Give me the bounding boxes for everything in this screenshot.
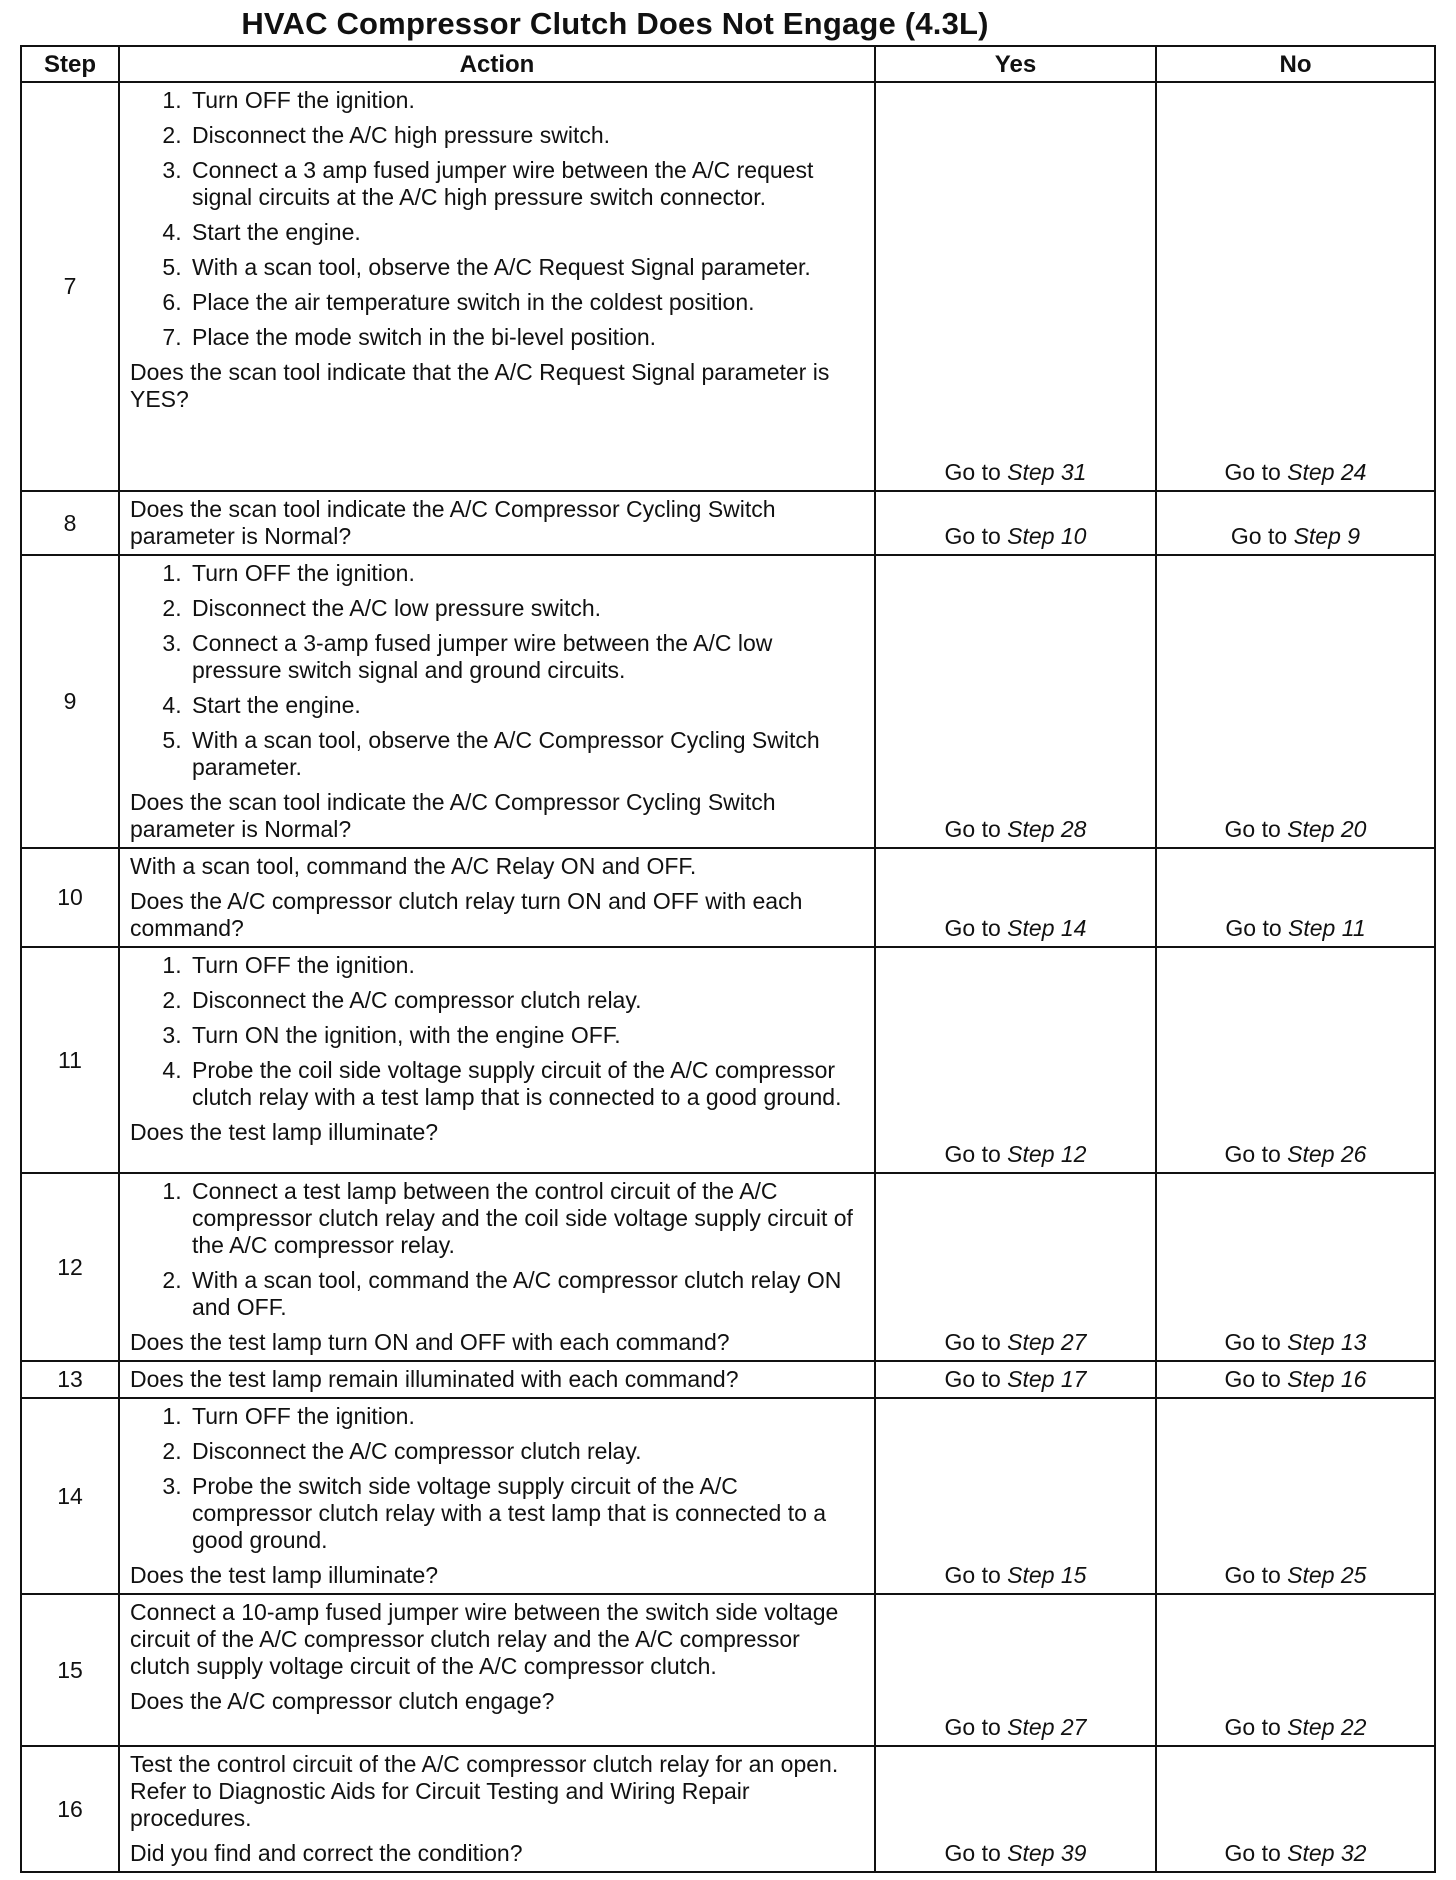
go-to-prefix: Go to (944, 1562, 1001, 1588)
go-to-no (1225, 1366, 1367, 1392)
step-reference: Step 17 (1007, 1366, 1087, 1392)
step-number: 9 (21, 555, 119, 848)
action-step-item: 6. Place the air temperature switch in the coldest position. (188, 289, 864, 316)
go-to-yes (945, 523, 1087, 549)
step-reference: Step 24 (1287, 459, 1367, 485)
action-step-item: 5. With a scan tool, observe the A/C Request Signal parameter. (188, 254, 864, 281)
go-to-prefix: Go to (944, 1840, 1001, 1866)
action-step-item: 4. Probe the coil side voltage supply circuit of the A/C compressor clutch relay with a test lamp that is connected to a good ground. (188, 1057, 864, 1111)
go-to-prefix: Go to (1224, 1329, 1281, 1355)
go-to-no (1225, 1840, 1367, 1866)
step-number: 12 (21, 1173, 119, 1361)
go-to-prefix: Go to (944, 459, 1001, 485)
action-cell (119, 555, 875, 848)
go-to-prefix: Go to (944, 816, 1001, 842)
go-to-prefix: Go to (944, 1141, 1001, 1167)
yes-result-cell (875, 1746, 1156, 1872)
action-step-item: 7. Place the mode switch in the bi-level position. (188, 324, 864, 351)
action-question: Does the test lamp illuminate? (130, 1562, 439, 1588)
action-step-item: 3. Turn ON the ignition, with the engine OFF. (188, 1022, 864, 1049)
go-to-yes (945, 1714, 1087, 1740)
no-result-cell (1156, 555, 1435, 848)
yes-result-cell (875, 555, 1156, 848)
step-number: 10 (21, 848, 119, 947)
go-to-prefix: Go to (1225, 915, 1282, 941)
go-to-yes (945, 1366, 1087, 1392)
table-body (21, 82, 1435, 1872)
go-to-prefix: Go to (944, 1714, 1001, 1740)
table-row (21, 1746, 1435, 1872)
no-result-cell (1156, 947, 1435, 1173)
step-reference: Step 16 (1287, 1366, 1367, 1392)
table-header-row (21, 46, 1435, 82)
action-step-list (130, 1403, 864, 1554)
go-to-yes (945, 459, 1087, 485)
step-reference: Step 14 (1007, 915, 1087, 941)
step-reference: Step 12 (1007, 1141, 1087, 1167)
action-step-list (130, 560, 864, 781)
go-to-no (1225, 1329, 1367, 1355)
step-reference: Step 15 (1007, 1562, 1087, 1588)
go-to-prefix: Go to (944, 1329, 1001, 1355)
go-to-prefix: Go to (1224, 1562, 1281, 1588)
go-to-yes (945, 1329, 1087, 1355)
step-number: 11 (21, 947, 119, 1173)
action-step-item: 1. Turn OFF the ignition. (188, 560, 864, 587)
action-question: Does the test lamp illuminate? (130, 1119, 439, 1145)
action-instruction: Test the control circuit of the A/C compressor clutch relay for an open. Refer to Diagnostic Aids for Circuit Testing and Wiring Repair procedures. (130, 1751, 839, 1831)
action-step-item: 1. Turn OFF the ignition. (188, 1403, 864, 1430)
action-question: Does the A/C compressor clutch engage? (130, 1688, 555, 1714)
action-instruction: Connect a 10-amp fused jumper wire between the switch side voltage circuit of the A/C compressor clutch relay and the A/C compressor clutch supply voltage circuit of the A/C compressor clutch. (130, 1599, 839, 1679)
go-to-no (1231, 523, 1360, 549)
action-cell (119, 848, 875, 947)
table-row (21, 555, 1435, 848)
action-step-item: 4. Start the engine. (188, 692, 864, 719)
header-action: Action (119, 46, 875, 82)
go-to-prefix: Go to (1224, 1840, 1281, 1866)
go-to-yes (945, 816, 1087, 842)
action-step-item: 3. Probe the switch side voltage supply circuit of the A/C compressor clutch relay with a test lamp that is connected to a good ground. (188, 1473, 864, 1554)
go-to-yes (945, 1141, 1087, 1167)
action-cell (119, 82, 875, 491)
step-reference: Step 13 (1287, 1329, 1367, 1355)
step-reference: Step 27 (1007, 1329, 1087, 1355)
action-cell (119, 1398, 875, 1594)
diagnostic-table (20, 45, 1436, 1873)
action-question: Does the test lamp turn ON and OFF with each command? (130, 1329, 730, 1355)
step-number: 14 (21, 1398, 119, 1594)
action-cell (119, 491, 875, 555)
go-to-no (1225, 1141, 1367, 1167)
step-reference: Step 39 (1007, 1840, 1087, 1866)
action-step-item: 3. Connect a 3-amp fused jumper wire between the A/C low pressure switch signal and ground circuits. (188, 630, 864, 684)
action-step-item: 4. Start the engine. (188, 219, 864, 246)
action-question: Does the test lamp remain illuminated with each command? (130, 1366, 739, 1392)
step-number: 8 (21, 491, 119, 555)
no-result-cell (1156, 1746, 1435, 1872)
action-question: Did you find and correct the condition? (130, 1840, 523, 1866)
yes-result-cell (875, 1594, 1156, 1746)
go-to-yes (945, 1562, 1087, 1588)
go-to-prefix: Go to (1224, 1366, 1281, 1392)
go-to-prefix: Go to (1224, 1714, 1281, 1740)
action-cell (119, 1361, 875, 1398)
table-row (21, 1361, 1435, 1398)
step-reference: Step 20 (1287, 816, 1367, 842)
action-question: Does the A/C compressor clutch relay turn ON and OFF with each command? (130, 888, 803, 941)
table-row (21, 1594, 1435, 1746)
action-cell (119, 947, 875, 1173)
action-step-item: 5. With a scan tool, observe the A/C Compressor Cycling Switch parameter. (188, 727, 864, 781)
step-reference: Step 27 (1007, 1714, 1087, 1740)
step-number: 13 (21, 1361, 119, 1398)
go-to-prefix: Go to (944, 523, 1001, 549)
table-row (21, 491, 1435, 555)
go-to-no (1225, 1714, 1367, 1740)
go-to-prefix: Go to (1224, 1141, 1281, 1167)
go-to-no (1225, 1562, 1367, 1588)
go-to-prefix: Go to (1224, 459, 1281, 485)
step-reference: Step 22 (1287, 1714, 1367, 1740)
no-result-cell (1156, 1361, 1435, 1398)
action-step-item: 2. Disconnect the A/C compressor clutch relay. (188, 1438, 864, 1465)
go-to-no (1225, 459, 1367, 485)
go-to-prefix: Go to (1230, 523, 1288, 549)
step-number: 7 (21, 82, 119, 491)
yes-result-cell (875, 1173, 1156, 1361)
action-question: Does the scan tool indicate the A/C Compressor Cycling Switch parameter is Normal? (130, 789, 776, 842)
step-reference: Step 25 (1287, 1562, 1367, 1588)
step-reference: Step 31 (1007, 459, 1087, 485)
action-step-item: 2. Disconnect the A/C high pressure switch. (188, 122, 864, 149)
table-row (21, 947, 1435, 1173)
header-yes: Yes (875, 46, 1156, 82)
yes-result-cell (875, 947, 1156, 1173)
step-number: 15 (21, 1594, 119, 1746)
action-step-list (130, 952, 864, 1111)
yes-result-cell (875, 1398, 1156, 1594)
go-to-prefix: Go to (944, 1366, 1001, 1392)
action-step-list (130, 87, 864, 351)
table-row (21, 1398, 1435, 1594)
no-result-cell (1156, 848, 1435, 947)
page-title: HVAC Compressor Clutch Does Not Engage (4.3L) (241, 6, 989, 41)
yes-result-cell (875, 1361, 1156, 1398)
no-result-cell (1156, 1398, 1435, 1594)
step-reference: Step 10 (1007, 523, 1087, 549)
no-result-cell (1156, 1173, 1435, 1361)
action-cell (119, 1746, 875, 1872)
yes-result-cell (875, 82, 1156, 491)
no-result-cell (1156, 491, 1435, 555)
action-question: Does the scan tool indicate the A/C Compressor Cycling Switch parameter is Normal? (130, 496, 776, 549)
table-row (21, 82, 1435, 491)
go-to-yes (945, 915, 1087, 941)
action-step-item: 1. Turn OFF the ignition. (188, 87, 864, 114)
action-cell (119, 1594, 875, 1746)
go-to-prefix: Go to (1224, 816, 1281, 842)
action-step-item: 2. With a scan tool, command the A/C compressor clutch relay ON and OFF. (188, 1267, 864, 1321)
go-to-yes (945, 1840, 1087, 1866)
action-step-item: 2. Disconnect the A/C compressor clutch relay. (188, 987, 864, 1014)
action-step-list (130, 1178, 864, 1321)
step-reference: Step 32 (1287, 1840, 1367, 1866)
yes-result-cell (875, 491, 1156, 555)
go-to-prefix: Go to (944, 915, 1001, 941)
action-instruction: With a scan tool, command the A/C Relay ON and OFF. (130, 853, 697, 879)
action-step-item: 1. Turn OFF the ignition. (188, 952, 864, 979)
action-step-item: 3. Connect a 3 amp fused jumper wire between the A/C request signal circuits at the A/C high pressure switch connector. (188, 157, 864, 211)
header-no: No (1156, 46, 1435, 82)
header-step: Step (21, 46, 119, 82)
table-row (21, 848, 1435, 947)
step-reference: Step 9 (1293, 523, 1361, 549)
step-reference: Step 26 (1287, 1141, 1367, 1167)
action-cell (119, 1173, 875, 1361)
action-step-item: 1. Connect a test lamp between the control circuit of the A/C compressor clutch relay and the coil side voltage supply circuit of the A/C compressor relay. (188, 1178, 864, 1259)
yes-result-cell (875, 848, 1156, 947)
step-number: 16 (21, 1746, 119, 1872)
step-reference: Step 28 (1007, 816, 1087, 842)
action-step-item: 2. Disconnect the A/C low pressure switch. (188, 595, 864, 622)
table-row (21, 1173, 1435, 1361)
no-result-cell (1156, 1594, 1435, 1746)
action-question: Does the scan tool indicate that the A/C Request Signal parameter is YES? (130, 359, 830, 412)
step-reference: Step 11 (1288, 915, 1366, 941)
no-result-cell (1156, 82, 1435, 491)
go-to-no (1225, 915, 1365, 941)
go-to-no (1225, 816, 1367, 842)
